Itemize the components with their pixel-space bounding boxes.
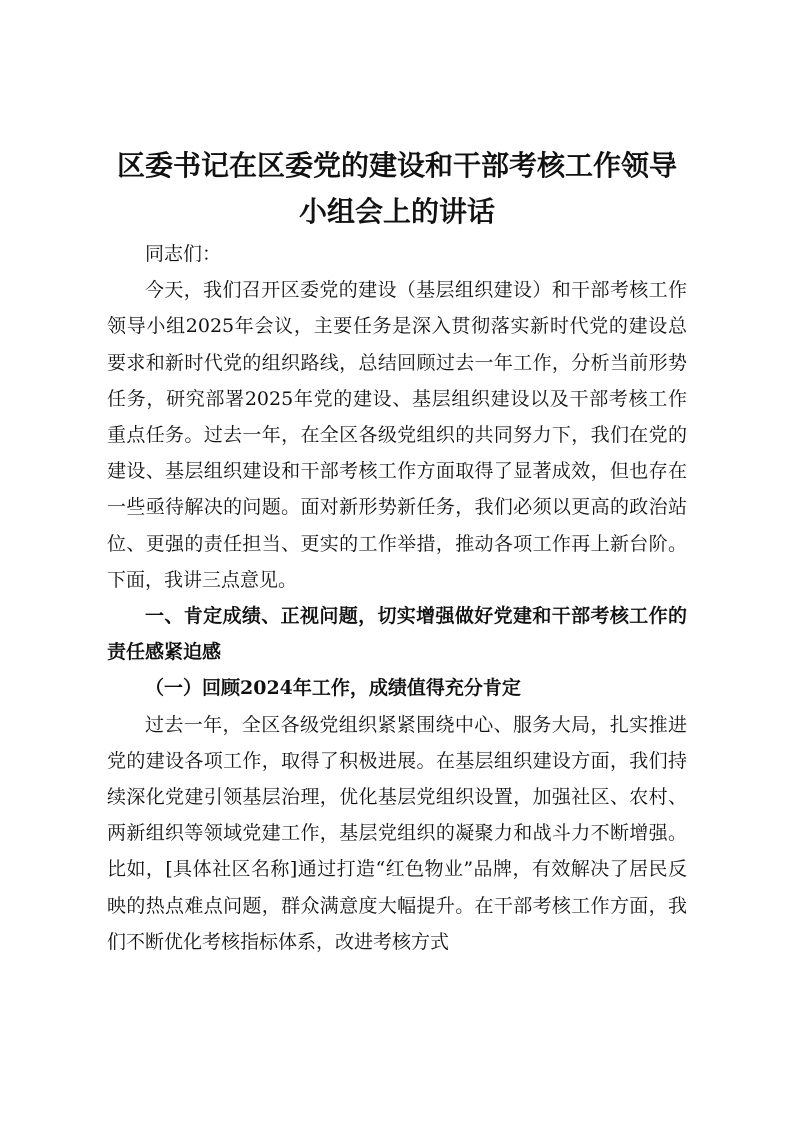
document-content [107,143,687,960]
section-heading-1: 一、肯定成绩、正视问题，切实增强做好党建和干部考核工作的责任感紧迫感 [107,605,687,664]
greeting: 同志们： [145,243,222,265]
document-title: 区委书记在区委党的建设和干部考核工作领导小组会上的讲话 [116,149,677,228]
paragraph-intro: 今天，我们召开区委党的建设（基层组织建设）和干部考核工作领导小组2025年会议，主要任务是深入贯彻落实新时代党的建设总要求和新时代党的组织路线，总结回顾过去一年工作，分析当前形势任务，研究部署2025年党的建设、基层组织建设以及干部考核工作重点任务。过去一年，在全区各级党组织的共同努力下，我们在党的建设、基层组织建设和干部考核工作方面取得了显著成效，但也存在一些亟待解决的问题。面对新形势新任务，我们必须以更高的政治站位、更强的责任担当、更实的工作举措，推动各项工作再上新台阶。下面，我讲三点意见。 [107,279,687,591]
subsection-heading-1: （一）回顾2024年工作，成绩值得充分肯定 [145,677,521,700]
paragraph-review: 过去一年，全区各级党组织紧紧围绕中心、服务大局，扎实推进党的建设各项工作，取得了积极进展。在基层组织建设方面，我们持续深化党建引领基层治理，优化基层党组织设置，加强社区、农村、两新组织等领域党建工作，基层党组织的凝聚力和战斗力不断增强。比如，[具体社区名称]通过打造“红色物业”品牌，有效解决了居民反映的热点难点问题，群众满意度大幅提升。在干部考核工作方面，我们不断优化考核指标体系，改进考核方式 [107,713,687,953]
